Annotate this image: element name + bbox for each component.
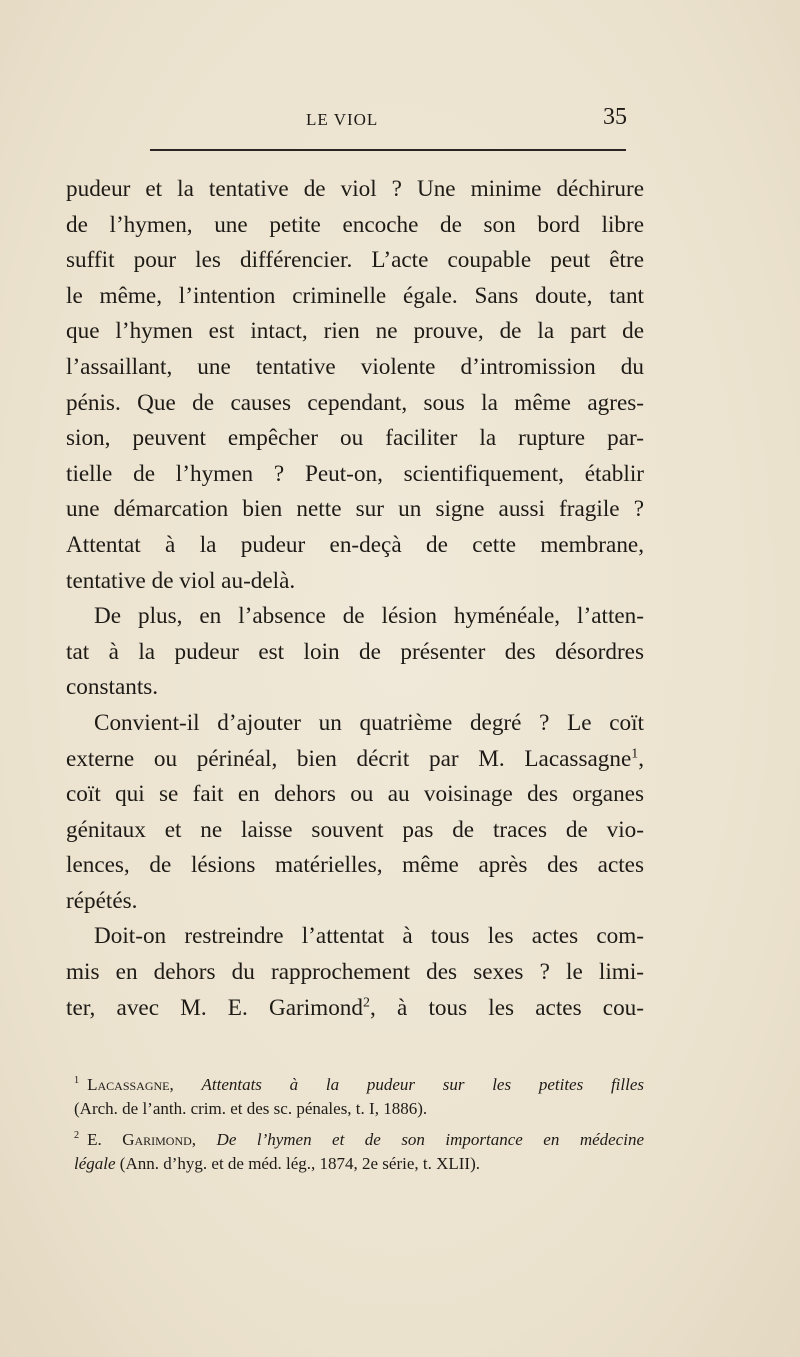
- text-line: suffit pour les différencier. L’acte coupable peut être: [66, 247, 644, 274]
- paragraph-1: [66, 172, 644, 599]
- footnote-author: E. Garimond,: [87, 1130, 197, 1149]
- text-line: génitaux et ne laisse souvent pas de traces de vio-: [66, 816, 644, 843]
- text-line: Attentat à la pudeur en-deçà de cette membrane,: [66, 531, 644, 558]
- footnotes: [74, 1073, 644, 1183]
- text-line: sion, peuvent empêcher ou faciliter la rupture par-: [66, 425, 644, 452]
- footnote-2: [74, 1128, 644, 1176]
- body-text: [66, 172, 644, 1026]
- footnote-title: légale: [74, 1154, 116, 1173]
- text-line: coït qui se fait en dehors ou au voisinage des organes: [66, 781, 644, 808]
- text-line: pénis. Que de causes cependant, sous la même agres-: [66, 389, 644, 416]
- text-line: [66, 742, 644, 778]
- text-line: de l’hymen, une petite encoche de son bord libre: [66, 211, 644, 238]
- header-rule: [150, 149, 626, 151]
- text-segment: externe ou périnéal, bien décrit par M. Lacassagne: [66, 745, 632, 772]
- text-line: lences, de lésions matérielles, même après des actes: [66, 852, 644, 879]
- text-line: Convient-il d’ajouter un quatrième degré ? Le coït: [94, 709, 644, 736]
- footnote-ref-1[interactable]: 1: [631, 745, 639, 761]
- footnote-author: Lacassagne,: [87, 1075, 174, 1094]
- footnote-line: [74, 1152, 644, 1176]
- text-segment: ter, avec M. E. Garimond: [66, 994, 363, 1021]
- text-line: constants.: [66, 674, 159, 701]
- footnote-title: Attentats à la pudeur sur les petites filles: [201, 1075, 644, 1094]
- footnote-title: De l’hymen et de son importance en médecine: [216, 1130, 645, 1149]
- footnote-line: [74, 1073, 644, 1097]
- text-segment: , à tous les actes cou-: [369, 994, 645, 1021]
- running-title: LE VIOL: [306, 110, 379, 129]
- text-line: une démarcation bien nette sur un signe aussi fragile ?: [66, 496, 644, 523]
- paragraph-4: [66, 919, 644, 1026]
- footnote-1: [74, 1073, 644, 1121]
- page-header: [0, 104, 800, 134]
- text-line: l’assaillant, une tentative violente d’intromission du: [66, 353, 644, 380]
- footnote-line: (Arch. de l’anth. crim. et des sc. pénales, t. I, 1886).: [74, 1099, 428, 1118]
- page-number: 35: [603, 104, 627, 130]
- text-line: Doit-on restreindre l’attentat à tous les actes com-: [94, 923, 644, 950]
- text-line: [66, 991, 644, 1027]
- footnote-ref-2[interactable]: 2: [363, 994, 370, 1010]
- footnote-mark: 2: [74, 1130, 80, 1142]
- text-line: tat à la pudeur est loin de présenter des désordres: [66, 638, 644, 665]
- paragraph-3: [66, 706, 644, 920]
- text-line: pudeur et la tentative de viol ? Une minime déchirure: [66, 176, 644, 202]
- footnote-line: [74, 1128, 644, 1152]
- text-line: tentative de viol au-delà.: [66, 567, 296, 594]
- text-line: mis en dehors du rapprochement des sexes ? le limi-: [66, 959, 644, 986]
- text-line: répétés.: [66, 887, 138, 914]
- text-line: que l’hymen est intact, rien ne prouve, de la part de: [66, 318, 644, 345]
- footnote-mark: 1: [74, 1075, 80, 1087]
- text-line: le même, l’intention criminelle égale. Sans doute, tant: [66, 282, 644, 309]
- text-line: tielle de l’hymen ? Peut-on, scientifiquement, établir: [66, 460, 644, 487]
- text-segment: ,: [638, 745, 644, 772]
- text-line: De plus, en l’absence de lésion hyménéale, l’atten-: [94, 603, 644, 630]
- paragraph-2: [66, 599, 644, 706]
- footnote-source: (Ann. d’hyg. et de méd. lég., 1874, 2e série, t. XLII).: [119, 1154, 481, 1173]
